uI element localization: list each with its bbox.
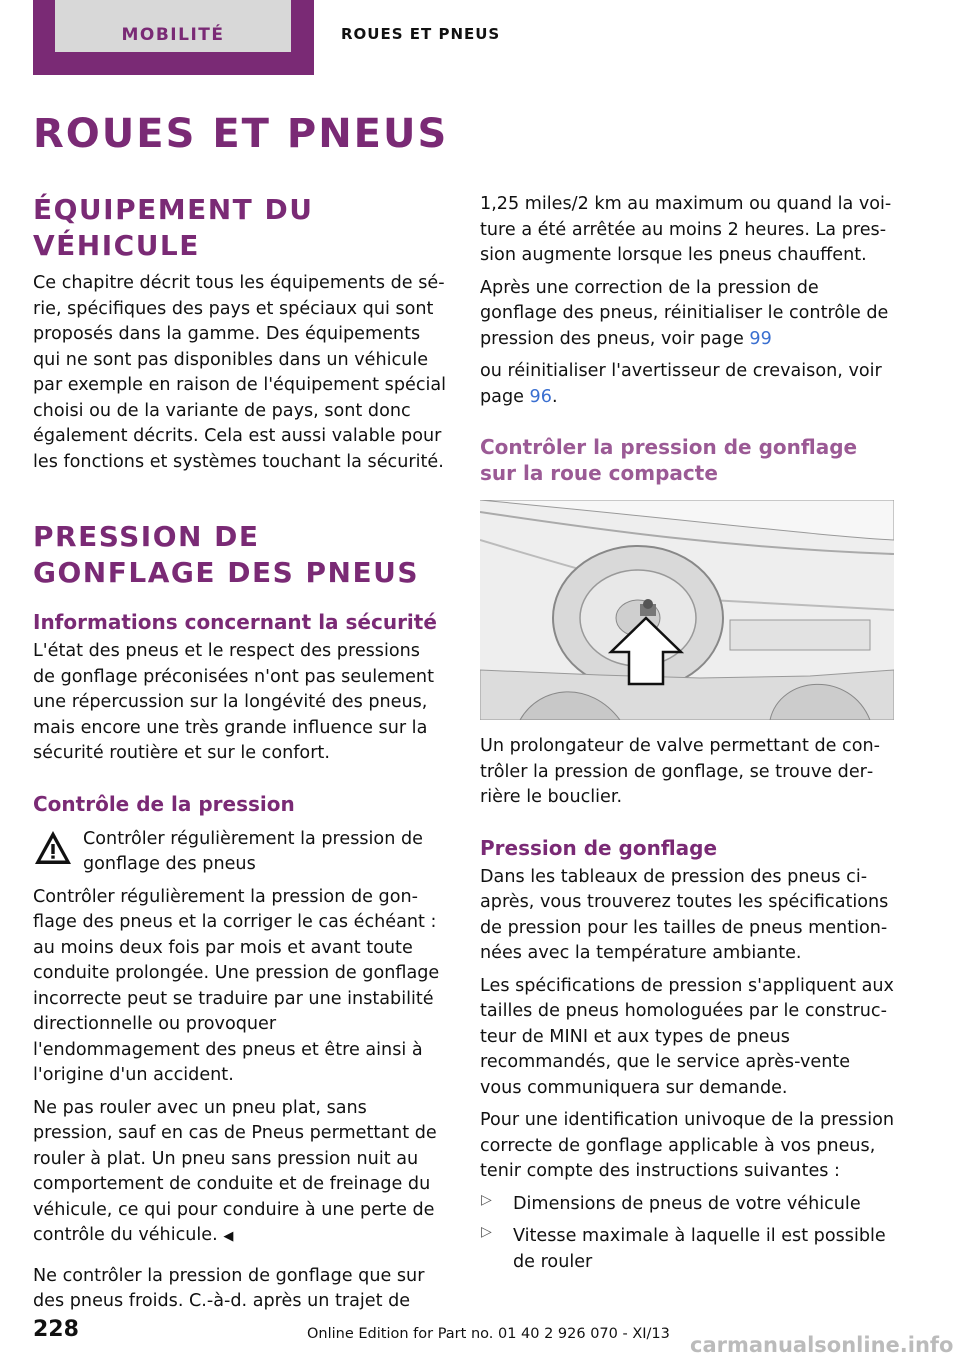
heading-roue-compacte: Contrôler la pression de gonflage sur la roue compacte — [480, 435, 858, 485]
paragraph-apres — [480, 276, 894, 353]
end-mark-icon: ◀ — [223, 1229, 234, 1244]
header-tab-label[interactable]: MOBILITÉ — [55, 0, 291, 52]
paragraph-valve: Un prolongateur de valve permettant de contrôler la pression de gonflage, se trouve derrière le bouclier. — [480, 736, 880, 807]
paragraph-ou — [480, 359, 894, 410]
list-item — [480, 1192, 894, 1218]
watermark: carmanualsonline.info — [690, 1333, 954, 1357]
list-item — [480, 1224, 894, 1275]
heading-controle: Contrôle de la pression — [33, 791, 295, 816]
left-column — [33, 192, 447, 1315]
header-tab — [33, 0, 314, 75]
paragraph-controle-1: Contrôler régulièrement la pression de gonflage des pneus et la corriger le cas échéant : au moins deux fois par mois et avant toute conduite prolongée. Une pression de gonflage incorrecte peut se traduire par une instabilité directionnelle ou provoquer l'endommagement des pneus et être ainsi à l'origine d'un accident. — [33, 886, 440, 1085]
footer-edition: Online Edition for Part no. 01 40 2 926 070 - XI/13 — [307, 1326, 670, 1342]
heading-pression-gonflage-2: Pression de gonflage — [480, 835, 718, 860]
paragraph-securite: L'état des pneus et le respect des pressions de gonflage préconisées n'ont pas seulement une répercussion sur la longévité des pneus, mais encore une très grande influence sur la sécurité routière et sur le confort. — [33, 641, 434, 763]
paragraph-controle-2-text: Ne pas rouler avec un pneu plat, sans pression, sauf en cas de Pneus permettant de rouler à plat. Un pneu sans pression nuit au comportement de conduite et de freinage du véhicule, ce qui pour conduire à une perte de contrôle du véhicule. — [33, 1097, 437, 1245]
paragraph-specifications: Les spécifications de pression s'appliquent aux tailles de pneus homologuées par le constructeur de MINI et aux types de pneus recommandés, que le service après-vente vous communiquera sur demande. — [480, 975, 894, 1098]
paragraph-controle-3: Ne contrôler la pression de gonflage que sur des pneus froids. C.-à-d. après un trajet de — [33, 1265, 425, 1311]
page-link-99[interactable]: 99 — [749, 328, 772, 349]
header-section-label: ROUES ET PNEUS — [341, 25, 501, 43]
paragraph-identification: Pour une identification univoque de la pression correcte de gonflage applicable à vos pneus, tenir compte des instructions suivantes : — [480, 1110, 895, 1181]
list-item-text: Vitesse maximale à laquelle il est possible de rouler — [513, 1226, 886, 1272]
heading-pression-gonflage: PRESSION DE GONFLAGE DES PNEUS — [33, 520, 419, 589]
bullet-triangle-icon: ▷ — [481, 1191, 492, 1208]
page-link-96[interactable]: 96 — [529, 386, 552, 407]
paragraph-continuation: 1,25 miles/2 km au maximum ou quand la voiture a été arrêtée au moins 2 heures. La pression augmente lorsque les pneus chauffent. — [480, 194, 892, 265]
list-item-text: Dimensions de pneus de votre véhicule — [513, 1193, 861, 1214]
heading-securite: Informations concernant la sécurité — [33, 610, 437, 634]
right-column — [480, 192, 894, 1275]
warning-text: Contrôler régulièrement la pression de gonflage des pneus — [83, 828, 423, 874]
bullet-triangle-icon: ▷ — [481, 1224, 492, 1240]
page-number: 228 — [33, 1317, 79, 1342]
paragraph-equipement: Ce chapitre décrit tous les équipements de série, spécifiques des pays et spéciaux qui sont proposés dans la gamme. Des équipements qui ne sont pas disponibles dans un véhicule par exemple en raison de l'équipement spécial choisi ou de la variante de pays, sont donc également décrits. Cela est aussi valable pour les fonctions et systèmes touchant la sécurité. — [33, 273, 447, 472]
paragraph-ou-text: ou réinitialiser l'avertisseur de crevaison, voir page — [480, 361, 882, 407]
valve-extension-illustration — [480, 500, 894, 720]
warning-triangle-icon — [33, 829, 73, 866]
paragraph-controle-2 — [33, 1096, 447, 1250]
paragraph-apres-text: Après une correction de la pression de gonflage des pneus, réinitialiser le contrôle de pression des pneus, voir page — [480, 277, 889, 349]
paragraph-ou-end: . — [551, 386, 558, 407]
warning-block — [33, 827, 447, 878]
heading-equipement: ÉQUIPEMENT DU VÉHICULE — [33, 193, 314, 262]
page-title: ROUES ET PNEUS — [33, 111, 449, 157]
paragraph-tableaux: Dans les tableaux de pression des pneus ci-après, vous trouverez toutes les spécifications de pression pour les tailles de pneus mentionnées avec la température ambiante. — [480, 866, 889, 963]
